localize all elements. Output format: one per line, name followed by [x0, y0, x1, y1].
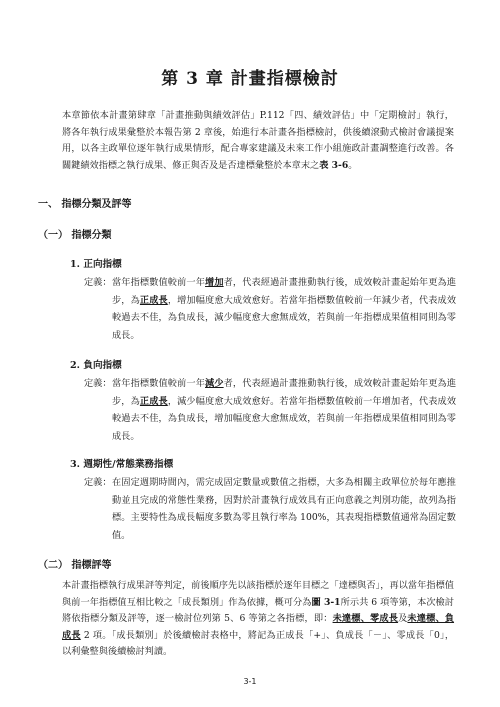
subsection-heading-classification: （一） 指標分類	[38, 230, 112, 241]
definition-periodic	[84, 474, 456, 544]
definition-body: 在固定週期時間內，需完成固定數量或數值之指標，大多為相關主政單位於每年應推動並且完成的常態性業務，因對於計畫執行成效具有正向意義之判別功能，故列為指標。主要特性為成長幅度多數為零且執行率為 100%，其表現指標數值通常為固定數值。	[112, 477, 456, 541]
figure-reference: 圖 3-1	[311, 596, 341, 608]
definition-label: 定義：	[84, 378, 112, 389]
definition-label: 定義：	[84, 277, 112, 288]
intro-end: 。	[348, 159, 358, 171]
item-heading-positive: 1. 正向指標	[70, 259, 122, 270]
definition-negative	[84, 375, 456, 445]
subsection-heading-rating: （二） 指標評等	[38, 560, 112, 571]
keyword-decrease: 減少	[205, 378, 224, 389]
definition-body: 當年指標數值較前一年減少者，代表經過計畫推動執行後，成效較計畫起始年更為進步，為正成長，減少幅度愈大成效愈好。若當年指標數值較前一年增加者，代表成效較過去不佳，為負成長，增加幅度愈大愈無成效，若與前一年指標成果值相同則為零成長。	[112, 378, 457, 442]
keyword-unmet-negative: 未達標、負成長	[62, 613, 455, 641]
keyword-positive-growth: 正成長	[139, 294, 168, 306]
definition-label: 定義：	[84, 477, 112, 488]
intro-text: 本章節依本計畫第肆章「計畫推動與績效評估」P.112「四、績效評估」中「定期檢討」執行，將各年執行成果彙整於本報告第 2 章後，始進行本計畫各指標檢討，供後續滾動式檢討會議提案用，以各主政單位逐年執行成果情形，配合專家建議及未來工作小組施政計畫調整進行改善。各關鍵績效指標之執行成果、修正與否及是否達標彙整於本章末之	[62, 110, 454, 171]
page-number: 3-1	[243, 677, 257, 686]
definition-body: 當年指標數值較前一年增加者，代表經過計畫推動執行後，成效較計畫起始年更為進步，為正成長，增加幅度愈大成效愈好。若當年指標數值較前一年減少者，代表成效較過去不佳，為負成長，減少幅度愈大愈無成效，若與前一年指標成果值相同則為零成長。	[112, 277, 457, 341]
intro-paragraph	[62, 108, 454, 174]
keyword-increase: 增加	[205, 277, 224, 288]
table-reference: 表 3-6	[319, 159, 349, 171]
definition-positive	[84, 274, 456, 344]
keyword-positive-growth: 正成長	[139, 395, 168, 407]
section-heading: 一、 指標分類及評等	[38, 199, 132, 210]
rating-paragraph: 本計畫指標執行成果評等判定，前後順序先以該指標於逐年目標之「達標與否」，再以當年指標值與前一年指標值互相比較之「成長類別」作為依據，概可分為圖 3-1所示共 6 項等第，本次檢討將依指標分類及評等，逐一檢討位列第 5、6 等第之各指標，即：未達標、零成長及未達標、負成長 2 項。「成長類別」於後續檢討表格中，將記為正成長「+」、負成長「－」、零成長「0」，以利彙整與後續檢討判讀。	[62, 580, 455, 657]
chapter-title: 第 3 章 計畫指標檢討	[161, 69, 339, 89]
item-heading-periodic: 3. 週期性/常態業務指標	[70, 459, 174, 470]
keyword-unmet-zero: 未達標、零成長	[332, 613, 399, 624]
item-heading-negative: 2. 負向指標	[70, 360, 122, 371]
